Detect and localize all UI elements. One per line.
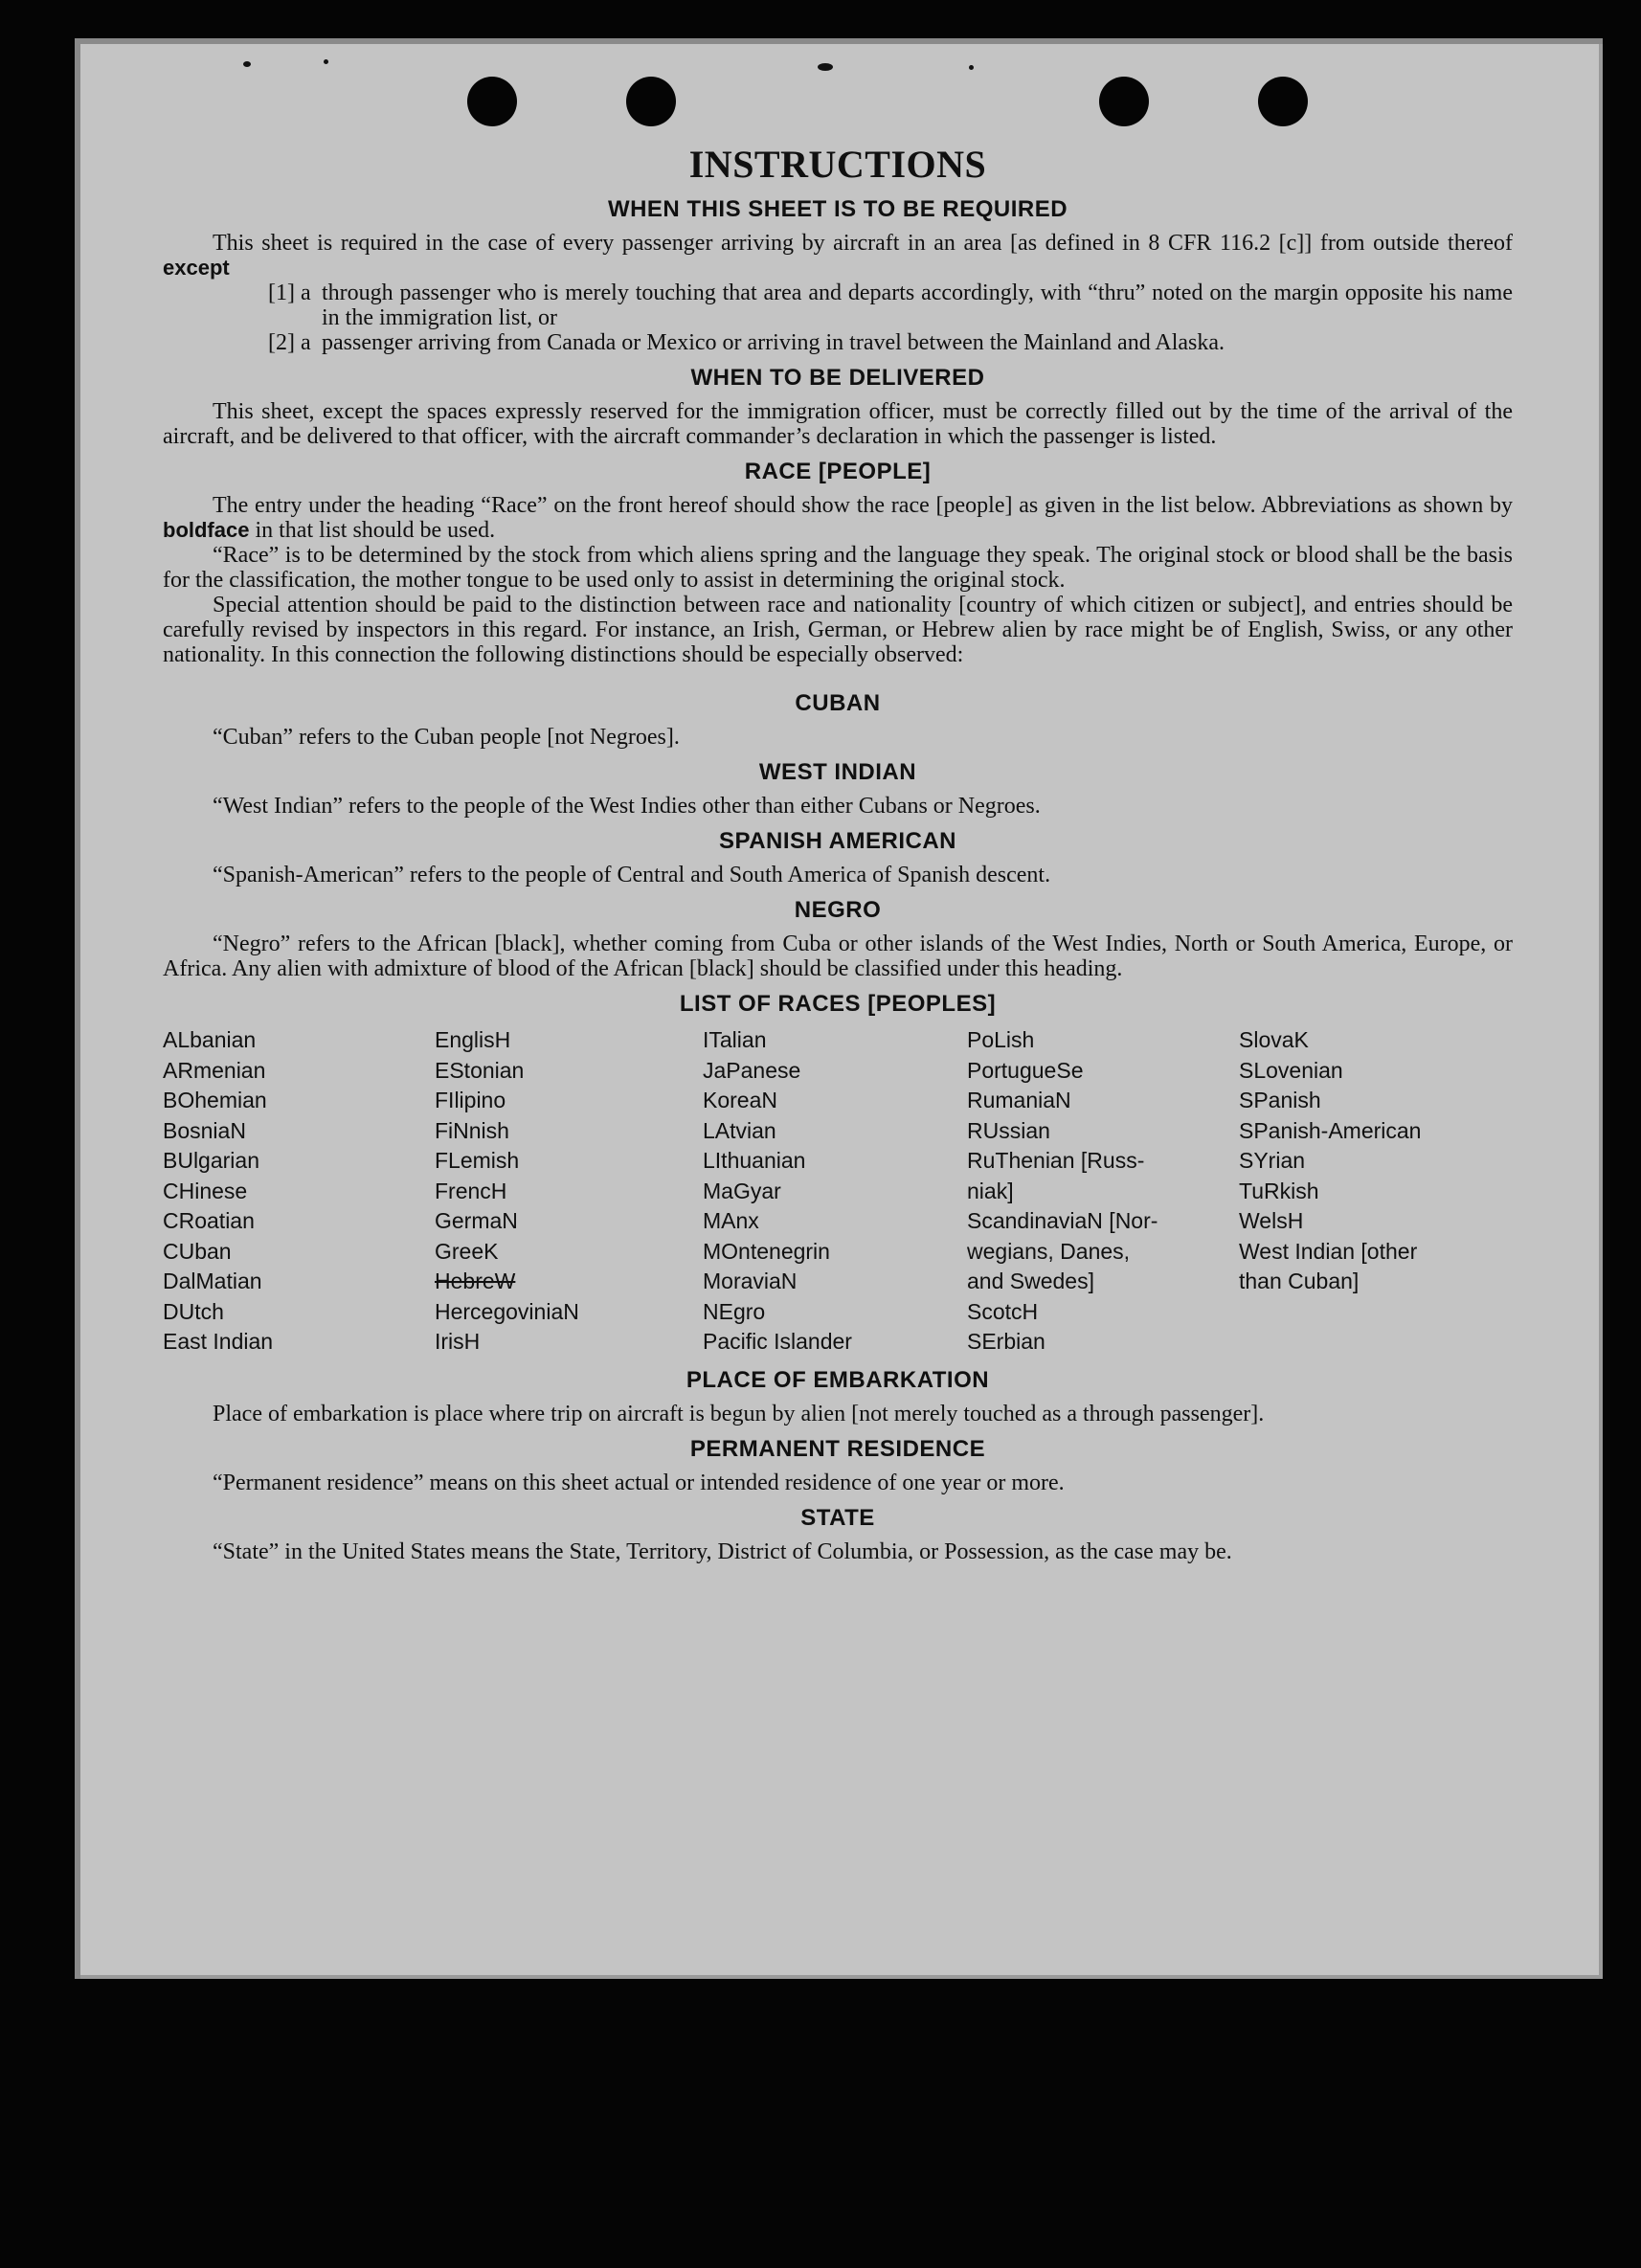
- punch-hole: [1258, 77, 1308, 126]
- race-entry: BOhemian: [163, 1088, 267, 1112]
- races-column: [967, 1025, 1239, 1358]
- races-column: [163, 1025, 435, 1358]
- race-entry: FiNnish: [435, 1117, 509, 1143]
- races-column: [703, 1025, 967, 1358]
- embarkation-text: Place of embarkation is place where trip on aircraft is begun by alien [not merely touched as a through passenger].: [213, 1401, 1265, 1426]
- heading-spanish-american: SPANISH AMERICAN: [718, 828, 956, 854]
- state-text: “State” in the United States means the State, Territory, District of Columbia, or Possession, as the case may be.: [213, 1538, 1232, 1564]
- race-entry: ALbanian: [163, 1027, 257, 1052]
- exception-item-1: [1] a through passenger who is merely touching that area and departs accordingly, with “thru” noted on the margin opposite his name in the immigration list, or: [268, 281, 1513, 330]
- race-entry: CHinese: [163, 1178, 248, 1203]
- heading-race: RACE [PEOPLE]: [744, 459, 932, 484]
- race-entry: MAnx: [703, 1208, 759, 1233]
- speck: [818, 63, 833, 71]
- heading-negro: NEGRO: [794, 897, 882, 923]
- race-entry: EnglisH: [435, 1027, 511, 1052]
- race-entry: PoLish: [967, 1027, 1035, 1052]
- punch-hole: [626, 77, 676, 126]
- race-entry: SLovenian: [1239, 1057, 1343, 1083]
- race-entry: GermaN: [435, 1208, 518, 1233]
- race-entry: NEgro: [703, 1298, 766, 1324]
- document-title: INSTRUCTIONS: [688, 143, 987, 186]
- speck: [243, 61, 251, 67]
- race-entry: SYrian: [1239, 1148, 1306, 1173]
- race-entry: FIlipino: [435, 1088, 506, 1112]
- race-entry: KoreaN: [703, 1088, 777, 1112]
- race-entry: SPanish-American: [1239, 1117, 1422, 1143]
- west-indian-text: “West Indian” refers to the people of the West Indies other than either Cubans or Negroes.: [213, 794, 1041, 819]
- race-entry: FLemish: [435, 1148, 520, 1173]
- race-entry: RUssian: [967, 1117, 1050, 1143]
- races-column: [1239, 1025, 1507, 1358]
- speck: [969, 65, 974, 70]
- race-entry: FrencH: [435, 1178, 507, 1203]
- race-entry: IrisH: [435, 1329, 481, 1354]
- race-entry: ScandinaviaN [Nor- wegians, Danes, and Swedes]: [967, 1208, 1158, 1293]
- race-entry: RuThenian [Russ- niak]: [967, 1148, 1145, 1203]
- race-entry: Pacific Islander: [703, 1329, 852, 1354]
- race-entry: CRoatian: [163, 1208, 255, 1233]
- race-entry: DalMatian: [163, 1269, 262, 1293]
- spanish-american-text: “Spanish-American” refers to the people of Central and South America of Spanish descent.: [213, 863, 1051, 887]
- cuban-text: “Cuban” refers to the Cuban people [not Negroes].: [213, 725, 680, 750]
- race-entry: MOntenegrin: [703, 1238, 830, 1264]
- races-column: [435, 1025, 703, 1358]
- heading-west-indian: WEST INDIAN: [758, 759, 917, 785]
- punch-hole: [1099, 77, 1149, 126]
- race-entry: SErbian: [967, 1329, 1045, 1354]
- race-paragraph-2: “Race” is to be determined by the stock from which aliens spring and the language they speak. The original stock or blood shall be the basis for the classification, the mother tongue to be used only to assist in determining the original stock.: [163, 543, 1513, 593]
- race-entry: East Indian: [163, 1329, 274, 1354]
- race-entry: SPanish: [1239, 1088, 1321, 1112]
- heading-cuban: CUBAN: [795, 690, 881, 716]
- race-entry: DUtch: [163, 1298, 224, 1324]
- race-entry: BUlgarian: [163, 1148, 259, 1173]
- race-entry: JaPanese: [703, 1057, 801, 1083]
- exception-item-2: [2] a passenger arriving from Canada or Mexico or arriving in travel between the Mainland and Alaska.: [268, 330, 1225, 355]
- heading-when-delivered: WHEN TO BE DELIVERED: [690, 365, 985, 391]
- residence-text: “Permanent residence” means on this sheet actual or intended residence of one year or more.: [213, 1470, 1065, 1495]
- heading-when-required: WHEN THIS SHEET IS TO BE REQUIRED: [607, 196, 1068, 222]
- instructions-content: [163, 142, 1513, 1564]
- document-page: [75, 38, 1603, 1979]
- race-entry: HercegoviniaN: [435, 1298, 579, 1324]
- speck: [324, 59, 328, 64]
- race-entry: LIthuanian: [703, 1148, 806, 1173]
- heading-permanent-residence: PERMANENT RESIDENCE: [689, 1435, 986, 1462]
- negro-text: “Negro” refers to the African [black], whether coming from Cuba or other islands of the West Indies, North or South America, Europe, or Africa. Any alien with admixture of blood of the African [black] should be classified under this heading.: [163, 932, 1513, 981]
- race-entry: MaGyar: [703, 1178, 781, 1203]
- heading-state: STATE: [800, 1504, 875, 1531]
- race-entry: ARmenian: [163, 1057, 266, 1083]
- race-entry: SlovaK: [1239, 1027, 1309, 1052]
- race-paragraph-3: Special attention should be paid to the distinction between race and nationality [country of which citizen or subject], and entries should be carefully revised by inspectors in this regard. For instance, an Irish, German, or Hebrew alien by race might be of English, Swiss, or any other nationality. In this connection the following distinctions should be especially observed:: [163, 593, 1513, 667]
- races-list: [163, 1025, 1513, 1358]
- race-entry: TuRkish: [1239, 1178, 1319, 1203]
- race-entry: West Indian [other than Cuban]: [1239, 1238, 1418, 1293]
- race-entry: CUban: [163, 1238, 232, 1264]
- heading-embarkation: PLACE OF EMBARKATION: [686, 1366, 990, 1393]
- race-entry: MoraviaN: [703, 1269, 798, 1293]
- race-entry: LAtvian: [703, 1117, 776, 1143]
- delivered-text: This sheet, except the spaces expressly reserved for the immigration officer, must be correctly filled out by the time of the arrival of the aircraft, and be delivered to that officer, with the aircraft commander’s declaration in which the passenger is listed.: [163, 399, 1513, 449]
- race-entry: GreeK: [435, 1238, 499, 1264]
- race-entry: WelsH: [1239, 1208, 1304, 1233]
- race-entry: EStonian: [435, 1057, 525, 1083]
- heading-list-of-races: LIST OF RACES [PEOPLES]: [679, 991, 997, 1017]
- race-entry: ITalian: [703, 1027, 767, 1052]
- race-entry: ScotcH: [967, 1298, 1039, 1324]
- race-entry: BosniaN: [163, 1117, 246, 1143]
- race-entry: HebreW: [435, 1269, 516, 1293]
- required-intro: This sheet is required in the case of every passenger arriving by aircraft in an area [as defined in 8 CFR 116.2 [c]] from outside thereof except: [163, 231, 1513, 280]
- race-entry: RumaniaN: [967, 1088, 1071, 1112]
- race-entry: PortugueSe: [967, 1057, 1084, 1083]
- punch-hole: [467, 77, 517, 126]
- race-paragraph-1: The entry under the heading “Race” on the front hereof should show the race [people] as given in the list below. Abbreviations as shown by boldface in that list should be used.: [163, 493, 1513, 543]
